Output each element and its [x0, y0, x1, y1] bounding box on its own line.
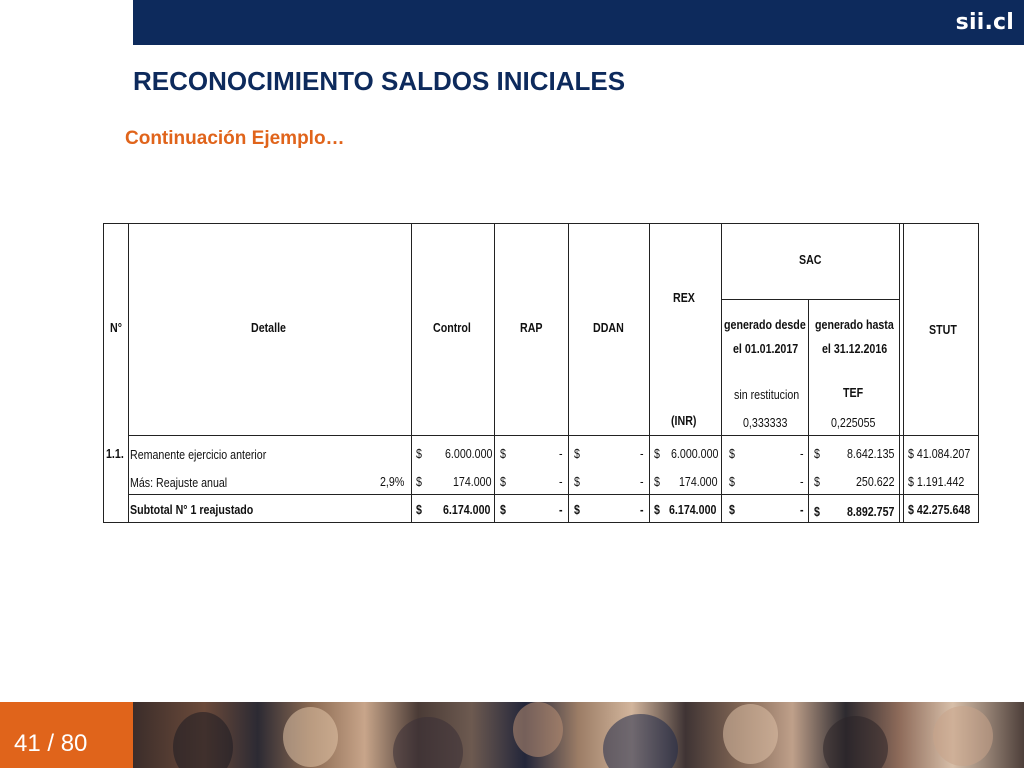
row-1-sac1: -: [800, 446, 804, 461]
row-1-stut: $ 41.084.207: [908, 446, 971, 461]
top-banner: [133, 0, 1024, 45]
row-1-sac2: 8.642.135: [847, 446, 895, 461]
row-2-rap: -: [559, 474, 563, 489]
crowd-photo: [133, 702, 1024, 768]
header-sac-hasta-note: TEF: [843, 385, 864, 400]
row-2-rex: 174.000: [679, 474, 718, 489]
row-3-stut: $ 42.275.648: [908, 502, 971, 517]
row-2-ddan: -: [640, 474, 644, 489]
row-2-control-currency: $: [416, 474, 422, 489]
saldos-table: [103, 223, 979, 523]
row-3-sac1: -: [800, 502, 804, 517]
row-1-rap: -: [559, 446, 563, 461]
header-no: N°: [110, 320, 122, 335]
header-rex-inr: (INR): [671, 413, 697, 428]
row-3-ddan-currency: $: [574, 502, 580, 517]
page-number: 41 / 80: [14, 730, 88, 757]
row-3-sac2-currency: $: [814, 504, 820, 519]
header-rap: RAP: [520, 320, 543, 335]
footer-strip: [0, 702, 1024, 768]
header-sac-desde-note: sin restitucion: [734, 387, 800, 402]
row-3-detalle: Subtotal N° 1 reajustado: [130, 502, 254, 517]
row-1-rex-currency: $: [654, 446, 660, 461]
page-number-box: [0, 702, 133, 768]
row-3-control-currency: $: [416, 502, 422, 517]
header-sac-desde-line2: el 01.01.2017: [733, 341, 799, 356]
header-sac-hasta-factor: 0,225055: [831, 415, 876, 430]
row-3-ddan: -: [640, 502, 644, 517]
header-sac: SAC: [799, 252, 822, 267]
header-detalle: Detalle: [251, 320, 286, 335]
header-ddan: DDAN: [593, 320, 624, 335]
row-1-ddan: -: [640, 446, 644, 461]
row-1-control: 6.000.000: [445, 446, 493, 461]
row-3-sac2: 8.892.757: [847, 504, 895, 519]
page-subtitle: Continuación Ejemplo…: [125, 128, 345, 149]
header-sac-desde-line1: generado desde: [724, 317, 806, 332]
row-2-rap-currency: $: [500, 474, 506, 489]
row-3-control: 6.174.000: [443, 502, 491, 517]
row-1-rex: 6.000.000: [671, 446, 719, 461]
row-2-sac1-currency: $: [729, 474, 735, 489]
row-2-rex-currency: $: [654, 474, 660, 489]
row-2-sac2-currency: $: [814, 474, 820, 489]
row-1-sac2-currency: $: [814, 446, 820, 461]
row-1-sac1-currency: $: [729, 446, 735, 461]
row-1-ddan-currency: $: [574, 446, 580, 461]
page-title: RECONOCIMIENTO SALDOS INICIALES: [133, 66, 626, 96]
row-2-control: 174.000: [453, 474, 492, 489]
row-3-sac1-currency: $: [729, 502, 735, 517]
header-rex: REX: [673, 290, 695, 305]
row-2-sac2: 250.622: [856, 474, 895, 489]
header-control: Control: [433, 320, 471, 335]
row-1-control-currency: $: [416, 446, 422, 461]
row-2-detalle: Más: Reajuste anual: [130, 475, 228, 490]
row-2-ddan-currency: $: [574, 474, 580, 489]
header-sac-hasta-line2: el 31.12.2016: [822, 341, 888, 356]
row-1-no: 1.1.: [106, 446, 124, 461]
header-stut: STUT: [929, 322, 957, 337]
header-sac-desde-factor: 0,333333: [743, 415, 788, 430]
row-1-rap-currency: $: [500, 446, 506, 461]
row-3-rap: -: [559, 502, 563, 517]
row-2-pct: 2,9%: [380, 474, 405, 489]
header-sac-hasta-line1: generado hasta: [815, 317, 894, 332]
row-1-detalle: Remanente ejercicio anterior: [130, 447, 267, 462]
sii-logo: sii.cl: [955, 10, 1014, 35]
row-2-sac1: -: [800, 474, 804, 489]
row-3-rap-currency: $: [500, 502, 506, 517]
row-3-rex: 6.174.000: [669, 502, 717, 517]
row-2-stut: $ 1.191.442: [908, 474, 965, 489]
row-3-rex-currency: $: [654, 502, 660, 517]
